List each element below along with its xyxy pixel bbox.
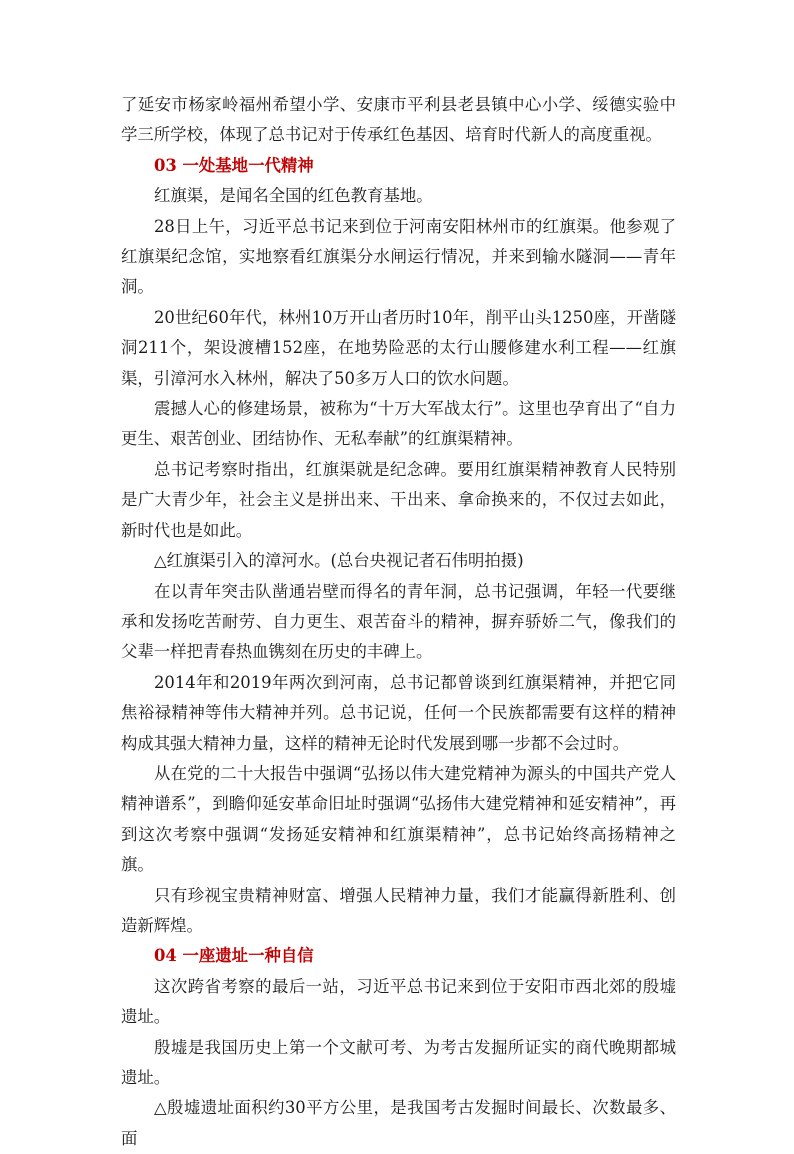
- section-heading: 03 一处基地一代精神: [154, 155, 314, 175]
- section-heading: 04 一座遗址一种自信: [154, 946, 314, 966]
- body-paragraph: 总书记考察时指出，红旗渠就是纪念碑。要用红旗渠精神教育人民特别是广大青少年，社会主义是拼出来、干出来、拿命换来的，不仅过去如此，新时代也是如此。: [121, 459, 676, 540]
- article-body: [121, 90, 676, 1154]
- body-paragraph: 从在党的二十大报告中强调“弘扬以伟大建党精神为源头的中国共产党人精神谱系”，到瞻仰延安革命旧址时强调“弘扬伟大建党精神和延安精神”，再到这次考察中强调“发扬延安精神和红旗渠精神”，总书记始终高扬精神之旗。: [121, 763, 676, 875]
- body-paragraph: 了延安市杨家岭福州希望小学、安康市平利县老县镇中心小学、绥德实验中学三所学校，体现了总书记对于传承红色基因、培育时代新人的高度重视。: [121, 95, 676, 145]
- body-paragraph: 这次跨省考察的最后一站，习近平总书记来到位于安阳市西北郊的殷墟遗址。: [121, 976, 676, 1027]
- body-paragraph: △红旗渠引入的漳河水。(总台央视记者石伟明拍摄): [154, 551, 524, 571]
- body-paragraph: 红旗渠，是闻名全国的红色教育基地。: [154, 186, 433, 206]
- body-paragraph: 殷墟是我国历史上第一个文献可考、为考古发掘所证实的商代晚期都城遗址。: [121, 1037, 676, 1087]
- body-paragraph: 震撼人心的修建场景，被称为“十万大军战太行”。这里也孕育出了“自力更生、艰苦创业、团结协作、无私奉献”的红旗渠精神。: [121, 399, 676, 449]
- body-paragraph: 只有珍视宝贵精神财富、增强人民精神力量，我们才能赢得新胜利、创造新辉煌。: [121, 885, 676, 935]
- body-paragraph: 在以青年突击队凿通岩壁而得名的青年洞，总书记强调，年轻一代要继承和发扬吃苦耐劳、自力更生、艰苦奋斗的精神，摒弃骄娇二气，像我们的父辈一样把青春热血镌刻在历史的丰碑上。: [121, 581, 676, 662]
- body-paragraph: △殷墟遗址面积约30平方公里，是我国考古发掘时间最长、次数最多、面: [121, 1098, 676, 1148]
- body-paragraph: 28日上午，习近平总书记来到位于河南安阳林州市的红旗渠。他参观了红旗渠纪念馆，实地察看红旗渠分水闸运行情况，并来到输水隧洞——青年洞。: [121, 216, 676, 297]
- body-paragraph: 2014年和2019年两次到河南，总书记都曾谈到红旗渠精神，并把它同焦裕禄精神等伟大精神并列。总书记说，任何一个民族都需要有这样的精神构成其强大精神力量，这样的精神无论时代发展到哪一步都不会过时。: [121, 672, 676, 753]
- body-paragraph: 20世纪60年代，林州10万开山者历时10年，削平山头1250座，开凿隧洞211个，架设渡槽152座，在地势险恶的太行山腰修建水利工程——红旗渠，引漳河水入林州，解决了50多万人口的饮水问题。: [121, 307, 676, 388]
